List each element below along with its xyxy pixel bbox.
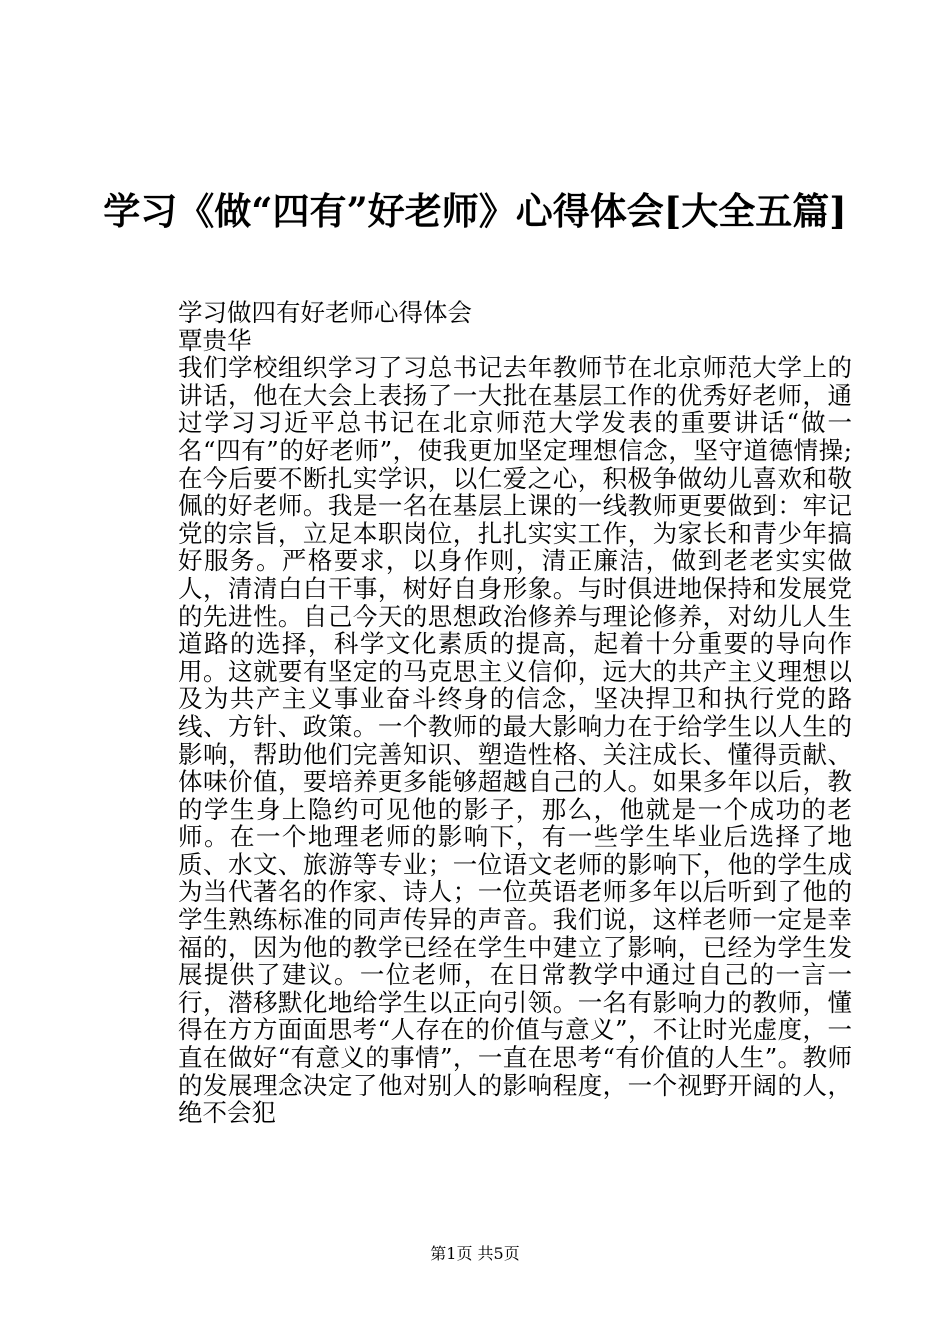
document-title: 学习《做“四有”好老师》心得体会[大全五篇]: [103, 189, 847, 233]
document-subtitle: 学习做四有好老师心得体会: [178, 298, 472, 327]
page-footer: 第1页 共5页: [430, 1244, 520, 1263]
document-author: 覃贵华: [178, 325, 252, 355]
body-paragraph: 我们学校组织学习了习总书记去年教师节在北京师范大学上的讲话，他在大会上表扬了一大批在基层工作的优秀好老师，通过学习习近平总书记在北京师范大学发表的重要讲话“做一名“四有”的好老师”，使我更加坚定理想信念，坚守道德情操;在今后要不断扎实学识，以仁爱之心，积极争做幼儿喜欢和敬佩的好老师。我是一名在基层上课的一线教师更要做到：牢记党的宗旨，立足本职岗位，扎扎实实工作，为家长和青少年搞好服务。严格要求，以身作则，清正廉洁，做到老老实实做人，清清白白干事，树好自身形象。与时俱进地保持和发展党的先进性。自己今天的思想政治修养与理论修养，对幼儿人生道路的选择，科学文化素质的提高，起着十分重要的导向作用。这就要有坚定的马克思主义信仰，远大的共产主义理想以及为共产主义事业奋斗终身的信念，坚决捍卫和执行党的路线、方针、政策。一个教师的最大影响力在于给学生以人生的影响，帮助他们完善知识、塑造性格、关注成长、懂得贡献、体味价值，要培养更多能够超越自己的人。如果多年以后，教的学生身上隐约可见他的影子，那么，他就是一个成功的老师。在一个地理老师的影响下，有一些学生毕业后选择了地质、水文、旅游等专业；一位语文老师的影响下，他的学生成为当代著名的作家、诗人；一位英语老师多年以后听到了他的学生熟练标准的同声传异的声音。我们说，这样老师一定是幸福的，因为他的教学已经在学生中建立了影响，已经为学生发展提供了建议。一位老师，在日常教学中通过自己的一言一行，潜移默化地给学生以正向引领。一名有影响力的教师，懂得在方方面面思考“人存在的价值与意义”，不让时光虚度，一直在做好“有意义的事情”，一直在思考“有价值的人生”。教师的发展理念决定了他对别人的影响程度，一个视野开阔的人，绝不会犯: [178, 353, 852, 1128]
document-body: [130, 299, 852, 1127]
